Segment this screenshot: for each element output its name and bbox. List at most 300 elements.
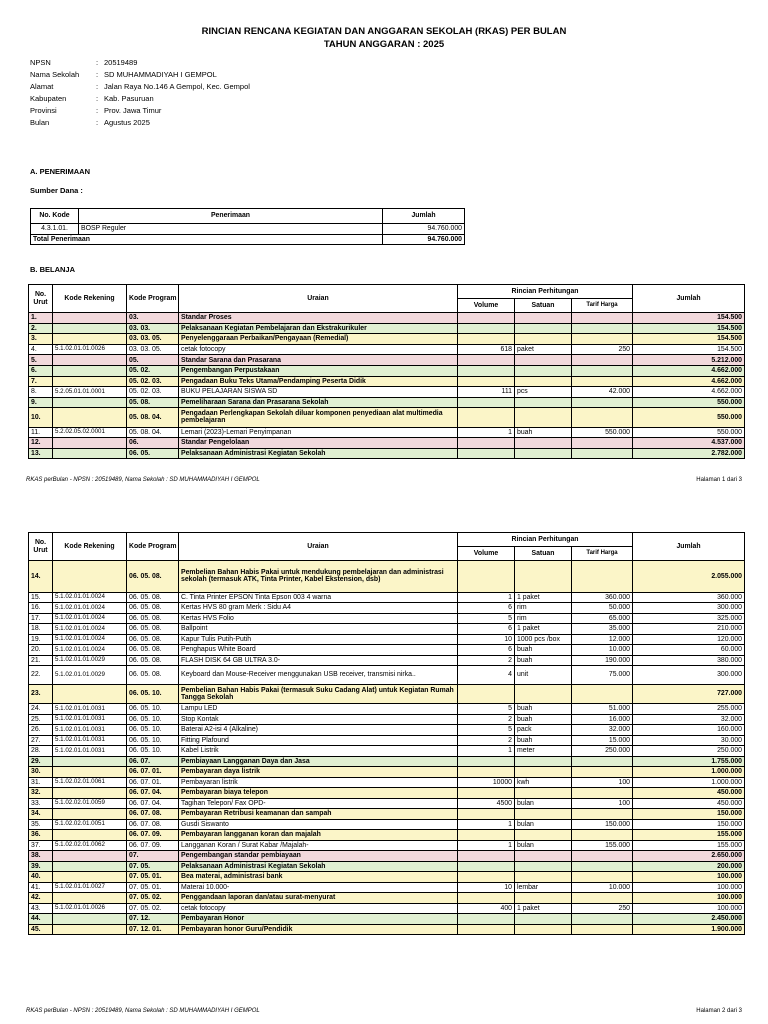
cell-no: 39. (29, 861, 53, 872)
cell-jumlah: 2.055.000 (633, 561, 745, 593)
cell-volume: 6 (458, 624, 515, 635)
cell-jumlah: 60.000 (633, 645, 745, 656)
cell-kode-rekening (53, 334, 127, 345)
cell-uraian: BUKU PELAJARAN SISWA SD (179, 387, 458, 398)
cell-kode-program: 05. 08. 04. (127, 408, 179, 427)
cell-tarif-harga: 360.000 (572, 592, 633, 603)
cell-uraian: Pembiayaan Langganan Daya dan Jasa (179, 756, 458, 767)
footer-left: RKAS perBulan - NPSN : 20519489, Nama Sekolah : SD MUHAMMADIYAH I GEMPOL (26, 477, 260, 483)
cell-jumlah: 4.662.000 (633, 376, 745, 387)
cell-kode-rekening: 5.1.02.01.01.0024 (53, 634, 127, 645)
cell-tarif-harga: 32.000 (572, 725, 633, 736)
cell-no: 42. (29, 893, 53, 904)
table-row (29, 645, 745, 656)
info-value: Kab. Pasuruan (104, 94, 154, 103)
cell-no: 28. (29, 746, 53, 757)
cell-kode-program: 06. 05. 08. (127, 603, 179, 614)
cell-jumlah: 120.000 (633, 634, 745, 645)
cell-kode-rekening (53, 365, 127, 376)
cell-satuan (515, 365, 572, 376)
cell-kode-rekening (53, 561, 127, 593)
cell-kode-program: 07. 12. 01. (127, 924, 179, 935)
cell-satuan (515, 924, 572, 935)
cell-volume (458, 893, 515, 904)
cell-satuan (515, 756, 572, 767)
cell-uraian: Materai 10.000- (179, 882, 458, 893)
col-header-satuan: Satuan (515, 299, 572, 313)
cell-kode-program: 06. 05. 08. (127, 634, 179, 645)
cell-volume (458, 408, 515, 427)
cell-kode-program: 06. 05. 10. (127, 685, 179, 704)
cell-uraian: Baterai A2-isi 4 (Alkaline) (179, 725, 458, 736)
col-header-volume: Volume (458, 547, 515, 561)
info-colon: : (95, 94, 99, 103)
table-row (29, 344, 745, 355)
cell-jumlah: 1.000.000 (633, 767, 745, 778)
cell-uraian: Standar Pengelolaan (179, 438, 458, 449)
cell-satuan: bulan (515, 798, 572, 809)
cell-kode-program: 06. 07. 09. (127, 830, 179, 841)
cell-volume: 10 (458, 882, 515, 893)
cell-tarif-harga: 12.000 (572, 634, 633, 645)
col-header-jumlah: Jumlah (383, 209, 465, 224)
cell-satuan (515, 830, 572, 841)
info-colon: : (95, 58, 99, 67)
cell-kode-program: 05. 02. 03. (127, 376, 179, 387)
cell-volume (458, 914, 515, 925)
cell-no: 11. (29, 427, 53, 438)
table-row (29, 313, 745, 324)
cell-uraian: Penyelenggaraan Perbaikan/Pengayaan (Remedial) (179, 334, 458, 345)
table-row (29, 788, 745, 799)
cell-jumlah: 5.212.000 (633, 355, 745, 366)
cell-jumlah: 550.000 (633, 427, 745, 438)
cell-jumlah: 30.000 (633, 735, 745, 746)
info-label: Provinsi (30, 106, 57, 115)
cell-no: 19. (29, 634, 53, 645)
school-info (30, 58, 250, 130)
cell-volume (458, 561, 515, 593)
info-colon: : (95, 118, 99, 127)
cell-kode-rekening: 5.1.02.02.01.0061 (53, 777, 127, 788)
cell-kode-rekening (53, 685, 127, 704)
table-row (29, 603, 745, 614)
cell-kode-rekening: 5.2.02.05.02.0001 (53, 427, 127, 438)
col-header-kode-rekening: Kode Rekening (53, 285, 127, 313)
cell-kode-rekening: 5.1.02.01.01.0031 (53, 714, 127, 725)
cell-volume: 4 (458, 666, 515, 685)
cell-volume (458, 809, 515, 820)
cell-uraian: Pengadaan Perlengkapan Sekolah diluar komponen penyediaan alat multimedia pembelajaran (179, 408, 458, 427)
info-row (30, 70, 250, 82)
cell-uraian: Pembayaran langganan koran dan majalah (179, 830, 458, 841)
cell-satuan: paket (515, 344, 572, 355)
cell-kode-program: 06. 05. 08. (127, 624, 179, 635)
cell-volume (458, 788, 515, 799)
cell-satuan (515, 448, 572, 459)
table-row (29, 746, 745, 757)
table-row (29, 448, 745, 459)
col-header-no-urut: No. Urut (29, 285, 53, 313)
cell-volume: 5 (458, 725, 515, 736)
total-row (31, 235, 465, 245)
cell-kode-program: 06. 05. 08. (127, 645, 179, 656)
table-row (29, 809, 745, 820)
cell-uraian: cetak fotocopy (179, 903, 458, 914)
cell-jumlah: 100.000 (633, 882, 745, 893)
report-title: RINCIAN RENCANA KEGIATAN DAN ANGGARAN SEKOLAH (RKAS) PER BULAN (201, 26, 567, 37)
cell-volume: 2 (458, 714, 515, 725)
col-header-penerimaan: Penerimaan (79, 209, 383, 224)
cell-uraian: Penghapus White Board (179, 645, 458, 656)
cell-kode-program: 07. 05. 01. (127, 882, 179, 893)
cell-kode-rekening: 5.1.02.02.01.0059 (53, 798, 127, 809)
cell-no: 33. (29, 798, 53, 809)
cell-uraian: Pembayaran Retribusi keamanan dan sampah (179, 809, 458, 820)
cell-kode-rekening: 5.1.02.01.01.0024 (53, 645, 127, 656)
cell-no: 6. (29, 365, 53, 376)
cell-kode-program: 06. 07. 04. (127, 798, 179, 809)
cell-kode-rekening: 5.1.02.01.01.0024 (53, 624, 127, 635)
info-colon: : (95, 82, 99, 91)
cell-no: 13. (29, 448, 53, 459)
cell-tarif-harga (572, 872, 633, 883)
cell-no: 23. (29, 685, 53, 704)
table-row (29, 427, 745, 438)
cell-tarif-harga: 42.000 (572, 387, 633, 398)
cell-kode-program: 07. (127, 851, 179, 862)
cell-kode-program: 05. 08. (127, 397, 179, 408)
info-label: Alamat (30, 82, 54, 91)
cell-tarif-harga (572, 365, 633, 376)
cell-jumlah: 32.000 (633, 714, 745, 725)
cell-no: 12. (29, 438, 53, 449)
table-row (29, 438, 745, 449)
cell-jumlah: 100.000 (633, 903, 745, 914)
cell-satuan (515, 334, 572, 345)
cell-kode-program: 06. (127, 438, 179, 449)
table-row (29, 903, 745, 914)
cell-volume: 111 (458, 387, 515, 398)
cell-tarif-harga (572, 408, 633, 427)
cell-kode-program: 06. 05. 08. (127, 655, 179, 666)
cell-uraian: Pelaksanaan Administrasi Kegiatan Sekolah (179, 861, 458, 872)
cell-no: 43. (29, 903, 53, 914)
cell-tarif-harga: 15.000 (572, 735, 633, 746)
table-row (29, 355, 745, 366)
cell-volume: 5 (458, 613, 515, 624)
cell-jumlah: 250.000 (633, 746, 745, 757)
cell-jumlah: 150.000 (633, 809, 745, 820)
cell-volume (458, 924, 515, 935)
cell-kode-rekening: 5.1.02.01.01.0026 (53, 344, 127, 355)
table-row (29, 408, 745, 427)
cell-satuan: buah (515, 645, 572, 656)
table-row (29, 323, 745, 334)
cell-tarif-harga: 250 (572, 344, 633, 355)
cell-uraian: Lemari (2023)-Lemari Penyimpanan (179, 427, 458, 438)
cell-volume (458, 365, 515, 376)
cell-no: 4. (29, 344, 53, 355)
col-header-tarif-harga: Tarif Harga (572, 299, 633, 313)
section-belanja: B. BELANJA (30, 265, 76, 274)
cell-volume: 2 (458, 655, 515, 666)
cell-no: 32. (29, 788, 53, 799)
cell-uraian: Kapur Tulis Putih-Putih (179, 634, 458, 645)
cell-kode-rekening: 5.1.02.01.01.0024 (53, 613, 127, 624)
cell-kode-program: 06. 05. 08. (127, 592, 179, 603)
cell-kode-rekening (53, 756, 127, 767)
table-row (29, 685, 745, 704)
cell-jumlah: 200.000 (633, 861, 745, 872)
col-header-tarif-harga: Tarif Harga (572, 547, 633, 561)
cell-tarif-harga (572, 448, 633, 459)
cell-tarif-harga (572, 756, 633, 767)
cell-kode-rekening (53, 872, 127, 883)
cell-uraian: Pembayaran Honor (179, 914, 458, 925)
cell-uraian: cetak fotocopy (179, 344, 458, 355)
cell-no: 26. (29, 725, 53, 736)
cell-no: 24. (29, 704, 53, 715)
col-header-uraian: Uraian (179, 285, 458, 313)
col-header-satuan: Satuan (515, 547, 572, 561)
total-label: Total Penerimaan (31, 235, 383, 245)
cell-jumlah: 100.000 (633, 872, 745, 883)
table-row (29, 798, 745, 809)
cell-no: 40. (29, 872, 53, 883)
cell-tarif-harga (572, 323, 633, 334)
cell-kode-program: 07. 05. (127, 861, 179, 872)
cell-kode-rekening (53, 924, 127, 935)
info-value: SD MUHAMMADIYAH I GEMPOL (104, 70, 217, 79)
cell-kode-rekening: 5.1.02.01.01.0024 (53, 592, 127, 603)
cell-kode-rekening (53, 809, 127, 820)
cell-volume: 2 (458, 735, 515, 746)
table-row (31, 224, 465, 235)
cell-no: 25. (29, 714, 53, 725)
cell-tarif-harga (572, 397, 633, 408)
table-row (29, 334, 745, 345)
cell-satuan: pack (515, 725, 572, 736)
cell-satuan: buah (515, 655, 572, 666)
cell-volume (458, 756, 515, 767)
cell-jumlah: 2.650.000 (633, 851, 745, 862)
cell-volume (458, 872, 515, 883)
cell-satuan: bulan (515, 819, 572, 830)
cell-jumlah: 154.500 (633, 313, 745, 324)
cell-tarif-harga: 100 (572, 798, 633, 809)
cell-no: 2. (29, 323, 53, 334)
col-header-rincian-perhitungan: Rincian Perhitungan (458, 533, 633, 547)
cell-kode-rekening: 5.1.02.01.01.0031 (53, 735, 127, 746)
cell-tarif-harga (572, 767, 633, 778)
cell-satuan: buah (515, 714, 572, 725)
cell-kode-rekening: 5.1.02.01.01.0029 (53, 655, 127, 666)
cell-uraian: Penggandaan laporan dan/atau surat-menyurat (179, 893, 458, 904)
cell-no: 5. (29, 355, 53, 366)
cell-kode-program: 07. 05. 01. (127, 872, 179, 883)
cell-satuan (515, 376, 572, 387)
cell-kode-program: 07. 05. 02. (127, 893, 179, 904)
info-label: Bulan (30, 118, 50, 127)
col-header-uraian: Uraian (179, 533, 458, 561)
cell-kode-program: 06. 07. 08. (127, 819, 179, 830)
cell-tarif-harga: 550.000 (572, 427, 633, 438)
cell-tarif-harga (572, 924, 633, 935)
cell-kode-program: 06. 05. 10. (127, 704, 179, 715)
table-row (29, 634, 745, 645)
cell-kode-program: 06. 05. 08. (127, 666, 179, 685)
cell-kode-rekening (53, 893, 127, 904)
cell-satuan: 1 paket (515, 592, 572, 603)
cell-volume: 4500 (458, 798, 515, 809)
cell-tarif-harga (572, 893, 633, 904)
cell-no: 16. (29, 603, 53, 614)
cell-satuan: lembar (515, 882, 572, 893)
cell-tarif-harga (572, 334, 633, 345)
cell-tarif-harga: 250.000 (572, 746, 633, 757)
cell-no: 37. (29, 840, 53, 851)
cell-volume (458, 376, 515, 387)
table-row (29, 882, 745, 893)
cell-tarif-harga: 65.000 (572, 613, 633, 624)
cell-jumlah: 155.000 (633, 840, 745, 851)
cell-kode-rekening (53, 830, 127, 841)
cell-kode-rekening (53, 788, 127, 799)
cell-tarif-harga (572, 851, 633, 862)
col-header-no-kode: No. Kode (31, 209, 79, 224)
cell-kode-rekening (53, 448, 127, 459)
cell-jumlah: 360.000 (633, 592, 745, 603)
cell-kode-program: 06. 05. 08. (127, 613, 179, 624)
cell-tarif-harga (572, 313, 633, 324)
cell-tarif-harga: 16.000 (572, 714, 633, 725)
cell-kode-program: 05. 08. 04. (127, 427, 179, 438)
table-row (29, 914, 745, 925)
cell-no: 3. (29, 334, 53, 345)
cell-uraian: Kabel Listrik (179, 746, 458, 757)
cell-no: 8. (29, 387, 53, 398)
cell-satuan: 1 paket (515, 624, 572, 635)
cell-jumlah: 100.000 (633, 893, 745, 904)
cell-uraian: Lampu LED (179, 704, 458, 715)
cell-jumlah: 550.000 (633, 397, 745, 408)
table-row (29, 725, 745, 736)
table-row (29, 851, 745, 862)
cell-uraian: Pelaksanaan Administrasi Kegiatan Sekolah (179, 448, 458, 459)
info-value: Prov. Jawa Timur (104, 106, 162, 115)
info-label: Nama Sekolah (30, 70, 80, 79)
cell-uraian: Pembayaran listrik (179, 777, 458, 788)
cell-kode-rekening (53, 355, 127, 366)
cell-no: 27. (29, 735, 53, 746)
cell-jumlah: 2.782.000 (633, 448, 745, 459)
cell-tarif-harga (572, 561, 633, 593)
cell-satuan: meter (515, 746, 572, 757)
cell-volume (458, 355, 515, 366)
cell-volume (458, 313, 515, 324)
cell-jumlah: 154.500 (633, 334, 745, 345)
report-subtitle: TAHUN ANGGARAN : 2025 (323, 39, 445, 50)
cell-tarif-harga (572, 685, 633, 704)
cell-satuan (515, 809, 572, 820)
cell-kode-program: 06. 07. 01. (127, 777, 179, 788)
table-row (29, 387, 745, 398)
cell-no: 7. (29, 376, 53, 387)
table-row (29, 704, 745, 715)
cell-volume (458, 397, 515, 408)
cell-tarif-harga: 100 (572, 777, 633, 788)
cell-no: 45. (29, 924, 53, 935)
info-label: Kabupaten (30, 94, 67, 103)
cell-kode-program: 05. 02. 03. (127, 387, 179, 398)
cell-satuan (515, 323, 572, 334)
cell-jumlah: 4.662.000 (633, 387, 745, 398)
cell-satuan: buah (515, 735, 572, 746)
cell-uraian: Langganan Koran / Surat Kabar /Majalah- (179, 840, 458, 851)
table-row (29, 735, 745, 746)
cell-kode-rekening (53, 376, 127, 387)
cell-volume (458, 830, 515, 841)
info-colon: : (95, 70, 99, 79)
info-row (30, 58, 250, 70)
cell-jumlah: 1.000.000 (633, 777, 745, 788)
cell-no: 20. (29, 645, 53, 656)
cell-kode-program: 06. 07. 08. (127, 809, 179, 820)
cell-no: 10. (29, 408, 53, 427)
table-row (29, 767, 745, 778)
table-row (29, 714, 745, 725)
cell-uraian: Pembayaran biaya telepon (179, 788, 458, 799)
info-value: 20519489 (104, 58, 138, 67)
cell-volume: 6 (458, 603, 515, 614)
cell-kode-program: 03. (127, 313, 179, 324)
table-row (29, 830, 745, 841)
cell-uraian: Pembayaran honor Guru/Pendidik (179, 924, 458, 935)
cell-kode-rekening: 5.2.05.01.01.0001 (53, 387, 127, 398)
table-row (29, 397, 745, 408)
table-row (29, 376, 745, 387)
cell-tarif-harga: 250 (572, 903, 633, 914)
cell-kode: 4.3.1.01. (31, 224, 79, 235)
cell-uraian: Stop Kontak (179, 714, 458, 725)
info-row (30, 118, 250, 130)
cell-jumlah: 4.537.000 (633, 438, 745, 449)
table-row (29, 861, 745, 872)
cell-volume: 400 (458, 903, 515, 914)
cell-kode-rekening (53, 767, 127, 778)
cell-uraian: C. Tinta Printer EPSON Tinta Epson 003 4 warna (179, 592, 458, 603)
cell-kode-program: 06. 05. (127, 448, 179, 459)
cell-kode-rekening: 5.1.02.02.01.0062 (53, 840, 127, 851)
footer-left: RKAS perBulan - NPSN : 20519489, Nama Sekolah : SD MUHAMMADIYAH I GEMPOL (26, 1008, 260, 1014)
table-row (29, 561, 745, 593)
cell-tarif-harga: 155.000 (572, 840, 633, 851)
cell-penerimaan: BOSP Reguler (79, 224, 383, 235)
col-header-rincian-perhitungan: Rincian Perhitungan (458, 285, 633, 299)
cell-kode-program: 07. 12. (127, 914, 179, 925)
cell-satuan: pcs (515, 387, 572, 398)
cell-kode-program: 07. 05. 02. (127, 903, 179, 914)
cell-kode-program: 06. 07. 01. (127, 767, 179, 778)
cell-volume (458, 851, 515, 862)
cell-no: 36. (29, 830, 53, 841)
cell-volume: 1 (458, 592, 515, 603)
cell-uraian: Bea materai, administrasi bank (179, 872, 458, 883)
info-row (30, 106, 250, 118)
cell-uraian: Pembelian Bahan Habis Pakai (termasuk Suku Cadang Alat) untuk Kegiatan Rumah Tangga Sekolah (179, 685, 458, 704)
cell-uraian: Pelaksanaan Kegiatan Pembelajaran dan Ekstrakurikuler (179, 323, 458, 334)
